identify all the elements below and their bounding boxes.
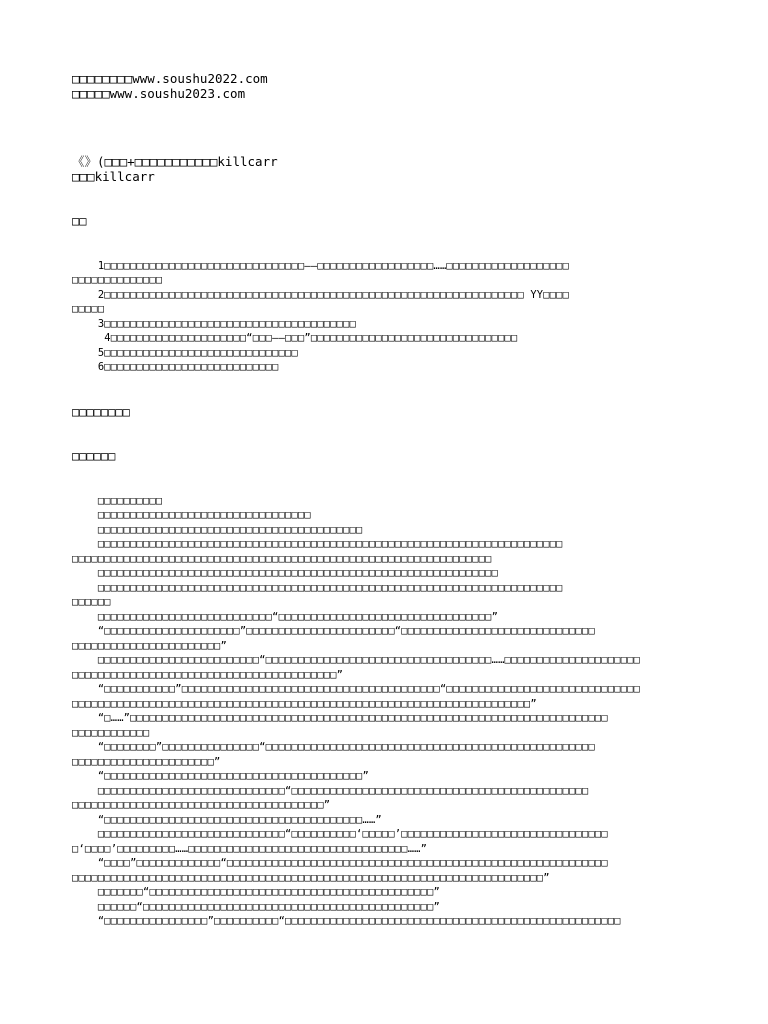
document-page: [72, 72, 696, 929]
body-line: □□□□□□□□□□□□□□□□□□□□□□□”: [72, 639, 227, 652]
title-line: 《》(□□□+□□□□□□□□□□□killcarr: [72, 155, 278, 169]
body-line: □□□□□□□□□□□□□□□□□□□□□□□□□□□□□□□□□□□□□□□□□”: [72, 668, 344, 681]
section-heading: □□□□□□□□: [72, 404, 130, 419]
toc-line: 6□□□□□□□□□□□□□□□□□□□□□□□□□□□: [72, 361, 279, 373]
chapter-body: [72, 494, 696, 929]
body-line: □□□□□□“□□□□□□□□□□□□□□□□□□□□□□□□□□□□□□□□□□□□□□□□□□□□□”: [72, 900, 440, 913]
body-line: “□□□□□□□□□□□□□□□□□□□□□□□□□□□□□□□□□□□□□□□□”: [72, 770, 369, 782]
toc-line: 1□□□□□□□□□□□□□□□□□□□□□□□□□□□□□□□——□□□□□□□□□□□□□□□□□□……□□□□□□□□□□□□□□□□□□□: [72, 259, 570, 272]
body-line: □□□□□□□□□□□□□□□□□□□□□□□□□□□□□□□□□□□□□□□□□□□□□□□□□□□□□□□□□□□□□□□□□: [72, 552, 492, 565]
body-line: “□……”□□□□□□□□□□□□□□□□□□□□□□□□□□□□□□□□□□□□□□□□□□□□□□□□□□□□□□□□□□□□□□□□□□□□□□□□□□: [72, 712, 608, 724]
body-line: □□□□□□□□□□□□□□□□□□□□□□□□□□□□□□□□□□□□□□□□□□□□□□□□□□□□□□□□□□□□□□□□□□□□□□□□□”: [72, 871, 550, 884]
body-line: □□□□□□: [72, 596, 111, 608]
body-line: □‘□□□□’□□□□□□□□□……□□□□□□□□□□□□□□□□□□□□□□□□□□□□□□□□□□……”: [72, 842, 428, 855]
body-line: □□□□□□□□□□□□□□□□□□□□□□□□□□□□□□□□□□□□□□□□□□□□□□□□□□□□□□□□□□□□□□□□□□□□□□□□: [72, 538, 563, 550]
body-line: “□□□□□□□□□□□□□□□□□□□□□”□□□□□□□□□□□□□□□□□□□□□□□“□□□□□□□□□□□□□□□□□□□□□□□□□□□□□□: [72, 625, 595, 637]
site-header: [72, 72, 696, 101]
body-line: □□□□□□□□□□□□□□□□□□□□□□□□□□□□□□□□□□□□□□□□□□□□□□□□□□□□□□□□□□□□□□□□□□□□□□□□: [72, 581, 563, 594]
toc-line: □□□□□: [72, 303, 105, 315]
toc-line: 5□□□□□□□□□□□□□□□□□□□□□□□□□□□□□□: [72, 346, 298, 359]
toc-heading: □□: [72, 214, 87, 228]
site-url-line-2: □□□□□www.soushu2023.com: [72, 86, 246, 101]
body-line: □□□□□□□“□□□□□□□□□□□□□□□□□□□□□□□□□□□□□□□□□□□□□□□□□□□□”: [72, 886, 440, 898]
chapter-heading: □□□□□□: [72, 449, 116, 463]
body-line: “□□□□□□□□”□□□□□□□□□□□□□□□“□□□□□□□□□□□□□□□□□□□□□□□□□□□□□□□□□□□□□□□□□□□□□□□□□□□: [72, 741, 595, 753]
body-line: □□□□□□□□□□□□□□□□□□□□□□□□□□□□□□□□□□□□□□□□□: [72, 523, 363, 536]
toc-line: □□□□□□□□□□□□□□: [72, 274, 163, 286]
body-line: □□□□□□□□□□□□: [72, 726, 150, 739]
body-line: □□□□□□□□□□□□□□□□□□□□□□□□□□□“□□□□□□□□□□□□□□□□□□□□□□□□□□□□□□□□□”: [72, 610, 499, 623]
body-line: □□□□□□□□□□□□□□□□□□□□□□□□□□□□□“□□□□□□□□□□‘□□□□□’□□□□□□□□□□□□□□□□□□□□□□□□□□□□□□□□: [72, 828, 608, 840]
body-line: □□□□□□□□□□□□□□□□□□□□□□□□□□□□□□□□□: [72, 509, 311, 521]
toc-line: 4□□□□□□□□□□□□□□□□□□□□□“□□□——□□□”□□□□□□□□□□□□□□□□□□□□□□□□□□□□□□□□: [72, 332, 518, 344]
body-line: □□□□□□□□□□: [72, 494, 163, 507]
body-line: □□□□□□□□□□□□□□□□□□□□□□□□□□□□□□□□□□□□□□□□□□□□□□□□□□□□□□□□□□□□□□: [72, 567, 499, 579]
body-line: “□□□□□□□□□□□□□□□□”□□□□□□□□□□“□□□□□□□□□□□□□□□□□□□□□□□□□□□□□□□□□□□□□□□□□□□□□□□□□□□□: [72, 915, 621, 927]
table-of-contents: [72, 259, 696, 375]
toc-line: 2□□□□□□□□□□□□□□□□□□□□□□□□□□□□□□□□□□□□□□□□□□□□□□□□□□□□□□□□□□□□□□□□□ YY□□□□: [72, 288, 570, 301]
body-line: □□□□□□□□□□□□□□□□□□□□□□”: [72, 755, 221, 768]
body-line: “□□□□□□□□□□□□□□□□□□□□□□□□□□□□□□□□□□□□□□□□……”: [72, 813, 382, 826]
body-line: □□□□□□□□□□□□□□□□□□□□□□□□□□□□□□□□□□□□□□□□□□□□□□□□□□□□□□□□□□□□□□□□□□□□□□□”: [72, 697, 537, 710]
toc-line: 3□□□□□□□□□□□□□□□□□□□□□□□□□□□□□□□□□□□□□□□: [72, 317, 357, 330]
body-line: □□□□□□□□□□□□□□□□□□□□□□□□□□□□□□□□□□□□□□□”: [72, 799, 331, 811]
site-url-line-1: □□□□□□□□www.soushu2022.com: [72, 72, 268, 86]
author-line: □□□killcarr: [72, 169, 155, 184]
body-line: □□□□□□□□□□□□□□□□□□□□□□□□□“□□□□□□□□□□□□□□□□□□□□□□□□□□□□□□□□□□□……□□□□□□□□□□□□□□□□□□□□□: [72, 654, 641, 666]
body-line: “□□□□”□□□□□□□□□□□□□“□□□□□□□□□□□□□□□□□□□□□□□□□□□□□□□□□□□□□□□□□□□□□□□□□□□□□□□□□□□: [72, 857, 608, 869]
body-line: “□□□□□□□□□□□”□□□□□□□□□□□□□□□□□□□□□□□□□□□□□□□□□□□□□□□□“□□□□□□□□□□□□□□□□□□□□□□□□□□□□□□: [72, 683, 641, 695]
title-block: [72, 155, 696, 184]
body-line: □□□□□□□□□□□□□□□□□□□□□□□□□□□□□“□□□□□□□□□□□□□□□□□□□□□□□□□□□□□□□□□□□□□□□□□□□□□□: [72, 784, 589, 797]
